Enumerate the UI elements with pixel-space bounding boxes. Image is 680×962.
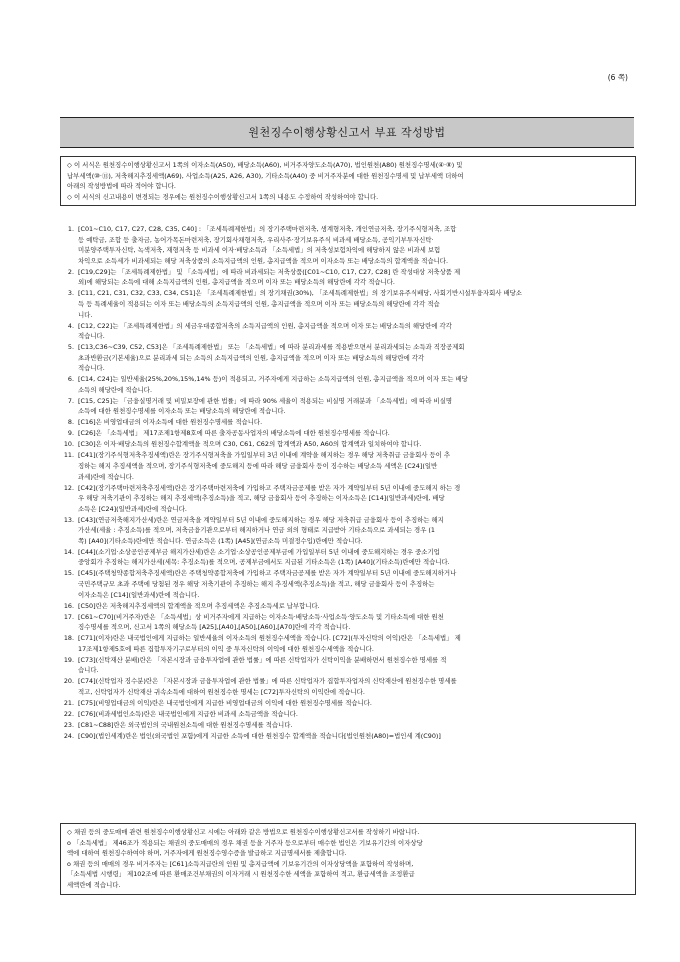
instruction-number: 14. xyxy=(63,547,74,556)
instruction-line: [C45](주택청약종합저축추징세액)란은 주택청약종합저축에 가입하고 주택자금공제를 받은 자가 계약일부터 5년 이내에 중도해지하거나 xyxy=(78,569,457,578)
instruction-item xyxy=(60,515,634,547)
instruction-item xyxy=(60,450,634,482)
instruction-number: 7. xyxy=(67,396,74,405)
instruction-line: 가산세(세율 : 추징소득)를 적으며, 저축금융기관으로부터 해지하거나 연금 외의 형태로 지급받아 기타소득으로 과세되는 경우 (1 xyxy=(78,526,435,535)
instruction-number: 21. xyxy=(63,698,74,707)
top-notes-box xyxy=(60,156,636,206)
instruction-number: 19. xyxy=(63,655,74,664)
instruction-line: [C74](신탁업자 징수분)란은 「자본시장과 금융투자업에 관한 법률」에 따른 신탁업자가 집합투자업자의 신탁재산에 원천징수한 명세를 xyxy=(78,677,457,686)
instruction-line: 미분양주택투자신탁, 녹색저축, 재형저축 등 비과세 이자·배당소득과 「소득세법」의 저축성보험차익에 해당하지 않은 비과세 보험 xyxy=(78,246,441,255)
instruction-line: 초과반환금(기본세율)으로 분리과세 되는 소득의 소득지급액의 인원, 총지급액을 적으며 이자 또는 배당소득의 해당란에 각각 xyxy=(78,353,425,362)
instruction-number: 5. xyxy=(67,343,74,352)
instruction-item xyxy=(60,288,634,320)
instruction-line: 쪽) [A40](기타소득)란에만 적습니다. 연금소득은 (1쪽) [A45](연금소득 미결정수입)란에만 적습니다. xyxy=(78,536,363,545)
bottom-note-line: 세액란에 적습니다. xyxy=(67,880,121,889)
instruction-item xyxy=(60,342,634,374)
instruction-item xyxy=(60,374,634,395)
instruction-item xyxy=(60,612,634,633)
instruction-number: 23. xyxy=(63,720,74,729)
instruction-item xyxy=(60,720,634,731)
instruction-line: 17조제1항제5호에 따른 집합투자기구로부터의 이익 중 투자신탁의 이익에 대한 원천징수세액을 적습니다. xyxy=(78,644,374,653)
instruction-item xyxy=(60,483,634,515)
instruction-line: 득 등 특례세율이 적용되는 이자 또는 배당소득의 소득지급액의 인원, 총지급액을 적으며 이자 또는 배당소득의 해당란에 각각 적습 xyxy=(78,299,440,308)
top-note-line: ◇ 이 서식은 원천징수이행상황신고서 1쪽의 이자소득(A50), 배당소득(A60), 비거주자양도소득(A70), 법인원천(A80) 원천징수명세(④·⑧) 및 xyxy=(67,161,463,169)
instruction-line: [C73](신탁재산 분배)란은 「자본시장과 금융투자업에 관한 법률」에 따른 신탁업자가 신탁이익을 분배하면서 원천징수한 명세를 적 xyxy=(78,655,447,664)
instruction-line: 외)에 해당되는 소득에 대해 소득지급액의 인원, 총지급액을 적으며 이자 또는 배당소득의 해당란에 각각 적습니다. xyxy=(78,278,395,287)
instruction-line: [C15, C25]는 「금융실명거래 및 비밀보장에 관한 법률」에 따라 90% 세율이 적용되는 비실명 거래분과 「소득세법」에 따라 비실명 xyxy=(78,396,453,405)
instruction-line: [C50]란은 저축해지추징세액의 합계액을 적으며 추징세액은 추징소득세로 납부합니다. xyxy=(78,601,320,610)
instruction-number: 13. xyxy=(63,515,74,524)
instruction-line: 니다. xyxy=(78,310,93,319)
instruction-line: [C71](이자)란은 내국법인에게 지급하는 일반세율의 이자소득의 원천징수세액을 적습니다. [C72](투자신탁의 이익)란은 「소득세법」 제 xyxy=(78,634,461,643)
bottom-note-line: ◇ 채권 등의 중도매매 관련 원천징수이행상황신고 시에는 아래와 같은 방법으로 원천징수이행상황신고서를 작성하기 바랍니다. xyxy=(67,828,420,836)
instruction-line: 이자소득은 [C14](일반과세)란에 적습니다. xyxy=(78,590,200,599)
instruction-line: 차익으로 소득세가 비과세되는 해당 저축상품의 소득지급액의 인원, 총지급액을 적으며 이자소득 또는 배당소득의 합계액을 적습니다. xyxy=(78,256,449,265)
bottom-note-line: o 채권 등의 매매의 경우 비거주자는 [C61]소득지급란의 인원 및 총지급액에 기보유기간의 이자상당액을 포함하여 작성하며, xyxy=(67,859,414,868)
bottom-note-line: 「소득세법 시행령」 제102조에 따른 환매조건부채권의 이자거래 시 원천징수한 세액을 포함하여 적고, 환급세액을 조정환급 xyxy=(67,870,415,879)
instruction-item xyxy=(60,428,634,439)
instruction-number: 12. xyxy=(63,483,74,492)
instruction-line: [C19,C29]는 「조세특례제한법」 및 「소득세법」에 따라 비과세되는 저축상품([C01~C10, C17, C27, C28] 란 작성대상 저축상품 제 xyxy=(78,267,461,276)
instruction-line: 중앙회가 추징하는 해지가산세(세목: 추징소득)를 적으며, 공제부금에서도 지급된 기타소득은 (1쪽) [A40](기타소득)란에만 적습니다. xyxy=(78,558,450,567)
instruction-number: 11. xyxy=(63,451,74,460)
instruction-line: 과세)란에 적습니다. xyxy=(78,472,134,481)
instruction-number: 4. xyxy=(67,321,74,330)
top-note-line: 아래의 작성방법에 따라 적어야 합니다. xyxy=(67,182,176,191)
instruction-number: 18. xyxy=(63,634,74,643)
instruction-item xyxy=(60,267,634,288)
instruction-line: 징하는 해지 추징세액을 적으며, 장기주식형저축에 중도해지 등에 따라 해당 금융회사 등이 징수하는 배당소득 세액은 [C24](일반 xyxy=(78,461,438,470)
instruction-line: 적습니다. xyxy=(78,332,105,341)
instruction-item xyxy=(60,676,634,697)
top-note-line: 납부세액(⑩·⑪), 저축해지추징세액(A69), 사업소득(A25, A26, A30), 기타소득(A40) 중 비거주자분에 대한 원천징수명세 및 납부세액 더하여 xyxy=(67,171,464,180)
instruction-item xyxy=(60,547,634,568)
bottom-note-line: 액에 대하여 원천징수하여야 하며, 거주자에게 원천징수영수증을 발급하고 지급명세서를 제출합니다. xyxy=(67,849,347,858)
instruction-item xyxy=(60,417,634,428)
instruction-line: [C61~C70](비거주자)란은 「소득세법」상 비거주자에게 지급하는 이자소득·배당소득·사업소득·양도소득 및 기타소득에 대한 원천 xyxy=(78,612,444,621)
instruction-line: [C26]은 「소득세법」 제17조제1항제8호에 따른 출자공동사업자의 배당소득에 대한 원천징수명세를 적습니다. xyxy=(78,429,390,438)
instruction-number: 2. xyxy=(67,267,74,276)
bottom-notes-box xyxy=(60,823,636,895)
instruction-line: [C13,C36~C39, C52, C53]은 「조세특례제한법」 또는 「소득세법」에 따라 분리과세를 적용받으면서 분리과세되는 소득과 직장공제회 xyxy=(78,343,465,352)
instruction-line: 적고, 신탁업자가 신탁재산 귀속소득에 대하여 원천징수한 명세는 [C72]투자신탁의 이익란에 적습니다. xyxy=(78,687,365,696)
instruction-line: 등 예탁금, 조합 등 출자금, 농어가목돈마련저축, 장기회사채형저축, 우리사주·장기보유주식 비과세 배당소득, 공익기부투자신탁· xyxy=(78,235,434,244)
instruction-number: 1. xyxy=(67,225,74,233)
instruction-number: 10. xyxy=(63,440,74,449)
instruction-list xyxy=(60,224,634,742)
instruction-line: [C30]은 이자·배당소득의 원천징수합계액을 적으며 C30, C61, C62의 합계액과 A50, A60의 합계액과 일치하여야 합니다. xyxy=(78,440,422,449)
instruction-line: 적습니다. xyxy=(78,364,105,373)
instruction-item xyxy=(60,439,634,450)
instruction-line: [C75](비영업대금의 이익)란은 내국법인에게 지급한 비영업대금의 이익에 대한 원천징수명세를 적습니다. xyxy=(78,698,372,707)
instruction-line: 징수명세를 적으며, 신고서 1쪽의 해당소득 [A25],[A40],[A50],[A60],[A70]란에 각각 적습니다. xyxy=(78,623,351,632)
instruction-line: [C90](법인세계)란은 법인(외국법인 포함)에게 지급한 소득에 대한 원천징수 합계액을 적습니다[법인원천(A80)=법인세 계(C90)] xyxy=(78,731,441,740)
instruction-line: 습니다. xyxy=(78,666,99,675)
instruction-line: [C41](장기주식형저축추징세액)란은 장기주식형저축을 가입일부터 3년 이내에 계약을 해지하는 경우 해당 저축취급 금융회사 등이 추 xyxy=(78,451,451,460)
instruction-number: 16. xyxy=(63,601,74,610)
instruction-line: 우 해당 저축기관이 추징하는 해지 추징세액(추징소득)을 적고, 해당 금융회사 등이 추징하는 이자소득은 [C14](일반과세)란에, 배당 xyxy=(78,494,445,503)
instruction-number: 15. xyxy=(63,569,74,578)
bottom-note-line: o 「소득세법」 제46조가 적용되는 채권의 중도매매의 경우 채권 등을 거주자 등으로부터 매수한 법인은 기보유기간의 이자상당 xyxy=(67,838,423,847)
instruction-number: 24. xyxy=(63,731,74,740)
instruction-number: 22. xyxy=(63,709,74,718)
instruction-item xyxy=(60,601,634,612)
instruction-line: 소득의 해당란에 적습니다. xyxy=(78,385,153,394)
instruction-line: 소득은 [C24](일반과세)란에 적습니다. xyxy=(78,504,187,513)
page-title: 원천징수이행상황신고서 부표 작성방법 xyxy=(60,117,634,148)
instruction-number: 9. xyxy=(67,429,74,438)
instruction-number: 20. xyxy=(63,677,74,686)
instruction-line: [C11, C21, C31, C32, C33, C34, C51]은 「조세특례제한법」의 장기채권(30%), 「조세특례제한법」의 장기보유주식배당, 사회기반시설투융자회사 배당소 xyxy=(78,289,522,298)
instruction-line: [C14, C24]는 일반세율(25%,20%,15%,14% 등)이 적용되고, 거주자에게 지급하는 소득지급액의 인원, 총지급액을 적으며 이자 또는 배당 xyxy=(78,375,468,384)
instruction-number: 17. xyxy=(63,612,74,621)
instruction-item xyxy=(60,321,634,342)
instruction-item xyxy=(60,568,634,600)
instruction-line: [C44](소기업·소상공인공제부금 해지가산세)란은 소기업·소상공인공제부금에 가입일부터 5년 이내에 중도해지하는 경우 중소기업 xyxy=(78,547,440,556)
instruction-line: [C12, C22]는 「조세특례제한법」의 세금우대종합저축의 소득지급액의 인원, 총지급액을 적으며 이자 또는 배당소득의 해당란에 각각 xyxy=(78,321,452,330)
instruction-line: [C81~C88]란은 외국법인의 국내원천소득에 대한 원천징수명세를 적습니다. xyxy=(78,720,293,729)
instruction-line: [C01~C10, C17, C27, C28, C35, C40] : 「조세특례제한법」의 장기주택마련저축, 생계형저축, 개인연금저축, 장기주식형저축, 조합 xyxy=(78,225,457,233)
instruction-item xyxy=(60,698,634,709)
instruction-line: [C16]은 비영업대금의 이자소득에 대한 원천징수명세를 적습니다. xyxy=(78,418,263,427)
instruction-item xyxy=(60,731,634,742)
page-number: (6 쪽) xyxy=(607,73,628,82)
instruction-item xyxy=(60,224,634,266)
instruction-item xyxy=(60,709,634,720)
instruction-item xyxy=(60,633,634,654)
instruction-line: [C42](장기주택마련저축추징세액)란은 장기주택마련저축에 가입하고 주택자금공제를 받은 자가 계약일부터 5년 이내에 중도해지 하는 경 xyxy=(78,483,461,492)
instruction-line: [C76](비과세법인소득)란은 내국법인에게 지급한 비과세 소득금액을 적습니다. xyxy=(78,709,298,718)
instruction-number: 8. xyxy=(67,418,74,427)
instruction-line: 국민주택규모 초과 주택에 당첨된 경우 해당 저축기관이 추징하는 해지 추징세액(추징소득)을 적고, 해당 금융회사 등이 추징하는 xyxy=(78,580,435,589)
instruction-line: [C43](연금저축해지가산세)란은 연금저축을 계약일부터 5년 이내에 중도해지하는 경우 해당 저축취급 금융회사 등이 추징하는 해지 xyxy=(78,515,444,524)
top-note-line: ◇ 이 서식의 신고내용이 변경되는 경우에는 원천징수이행상황신고서 1쪽의 내용도 수정하여 작성하여야 합니다. xyxy=(67,192,379,201)
instruction-number: 3. xyxy=(67,289,74,298)
instruction-number: 6. xyxy=(67,375,74,384)
instruction-line: 소득에 대한 원천징수명세를 이자소득 또는 배당소득의 해당란에 적습니다. xyxy=(78,407,286,416)
instruction-item xyxy=(60,655,634,676)
instruction-item xyxy=(60,396,634,417)
